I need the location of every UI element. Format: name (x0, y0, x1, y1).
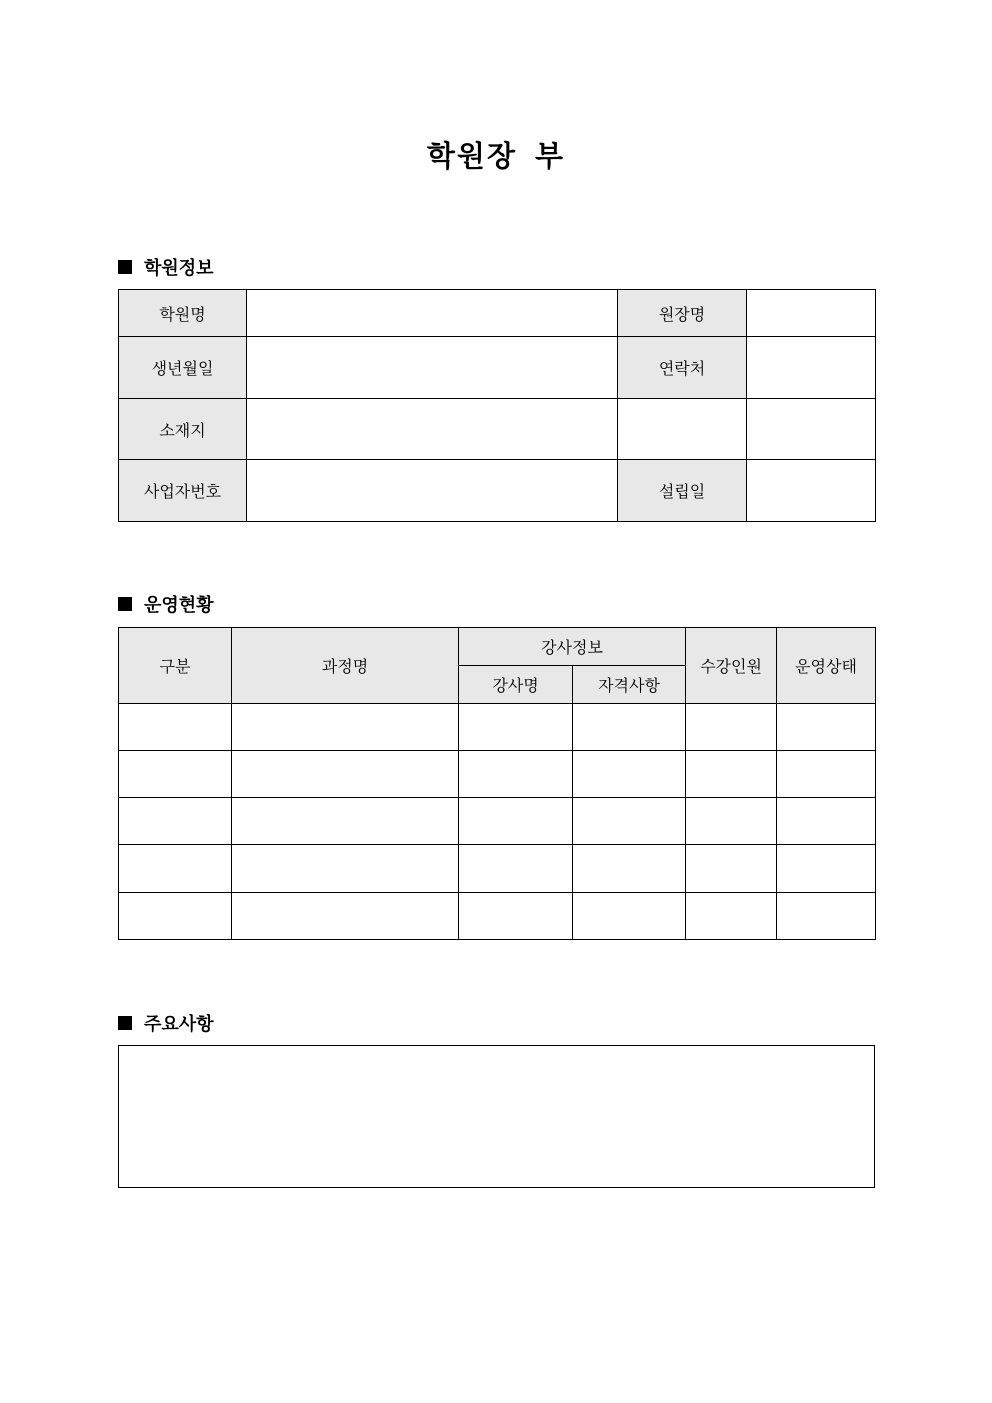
birth-date-field[interactable] (247, 337, 618, 399)
instructor-name-cell[interactable] (459, 893, 573, 940)
director-name-field[interactable] (747, 290, 876, 337)
business-number-label: 사업자번호 (119, 460, 247, 522)
table-row (119, 751, 876, 798)
enrollment-cell[interactable] (686, 893, 777, 940)
key-notes-field[interactable] (118, 1045, 875, 1188)
course-name-cell[interactable] (232, 798, 459, 845)
category-cell[interactable] (119, 845, 232, 893)
square-bullet-icon (118, 1016, 132, 1030)
key-notes-heading-text: 주요사항 (144, 1014, 214, 1035)
instructor-name-cell[interactable] (459, 798, 573, 845)
key-notes-heading (118, 1010, 214, 1036)
instructor-name-cell[interactable] (459, 704, 573, 751)
category-cell[interactable] (119, 751, 232, 798)
academy-info-heading-text: 학원정보 (144, 258, 214, 279)
qualification-cell[interactable] (573, 798, 686, 845)
course-name-cell[interactable] (232, 893, 459, 940)
qualification-cell[interactable] (573, 893, 686, 940)
enrollment-cell[interactable] (686, 751, 777, 798)
operation-status-table (118, 627, 876, 940)
enrollment-cell[interactable] (686, 704, 777, 751)
category-header: 구분 (119, 628, 232, 704)
course-name-cell[interactable] (232, 751, 459, 798)
qualification-cell[interactable] (573, 751, 686, 798)
business-number-field[interactable] (247, 460, 618, 522)
table-row (119, 798, 876, 845)
status-cell[interactable] (777, 751, 876, 798)
address-label: 소재지 (119, 399, 247, 460)
square-bullet-icon (118, 260, 132, 274)
established-date-label: 설립일 (618, 460, 747, 522)
category-cell[interactable] (119, 798, 232, 845)
address-extra-field[interactable] (618, 399, 747, 460)
table-row (119, 893, 876, 940)
academy-info-heading (118, 254, 214, 280)
qualification-header: 자격사항 (573, 666, 686, 704)
table-row (119, 704, 876, 751)
operation-status-heading (118, 591, 214, 617)
academy-name-field[interactable] (247, 290, 618, 337)
instructor-name-header: 강사명 (459, 666, 573, 704)
category-cell[interactable] (119, 704, 232, 751)
birth-date-label: 생년월일 (119, 337, 247, 399)
established-date-field[interactable] (747, 460, 876, 522)
course-name-cell[interactable] (232, 704, 459, 751)
director-name-label: 원장명 (618, 290, 747, 337)
table-row (119, 845, 876, 893)
enrollment-cell[interactable] (686, 798, 777, 845)
instructor-info-header: 강사정보 (459, 628, 686, 666)
address-extra-field-2[interactable] (747, 399, 876, 460)
category-cell[interactable] (119, 893, 232, 940)
contact-label: 연락처 (618, 337, 747, 399)
status-header: 운영상태 (777, 628, 876, 704)
qualification-cell[interactable] (573, 845, 686, 893)
status-cell[interactable] (777, 893, 876, 940)
operation-status-heading-text: 운영현황 (144, 595, 214, 616)
status-cell[interactable] (777, 704, 876, 751)
contact-field[interactable] (747, 337, 876, 399)
page-title: 학원장 부 (426, 139, 566, 173)
status-cell[interactable] (777, 798, 876, 845)
course-name-cell[interactable] (232, 845, 459, 893)
status-cell[interactable] (777, 845, 876, 893)
enrollment-header: 수강인원 (686, 628, 777, 704)
academy-name-label: 학원명 (119, 290, 247, 337)
square-bullet-icon (118, 597, 132, 611)
instructor-name-cell[interactable] (459, 845, 573, 893)
address-field[interactable] (247, 399, 618, 460)
course-name-header: 과정명 (232, 628, 459, 704)
academy-info-table (118, 289, 876, 522)
qualification-cell[interactable] (573, 704, 686, 751)
enrollment-cell[interactable] (686, 845, 777, 893)
instructor-name-cell[interactable] (459, 751, 573, 798)
